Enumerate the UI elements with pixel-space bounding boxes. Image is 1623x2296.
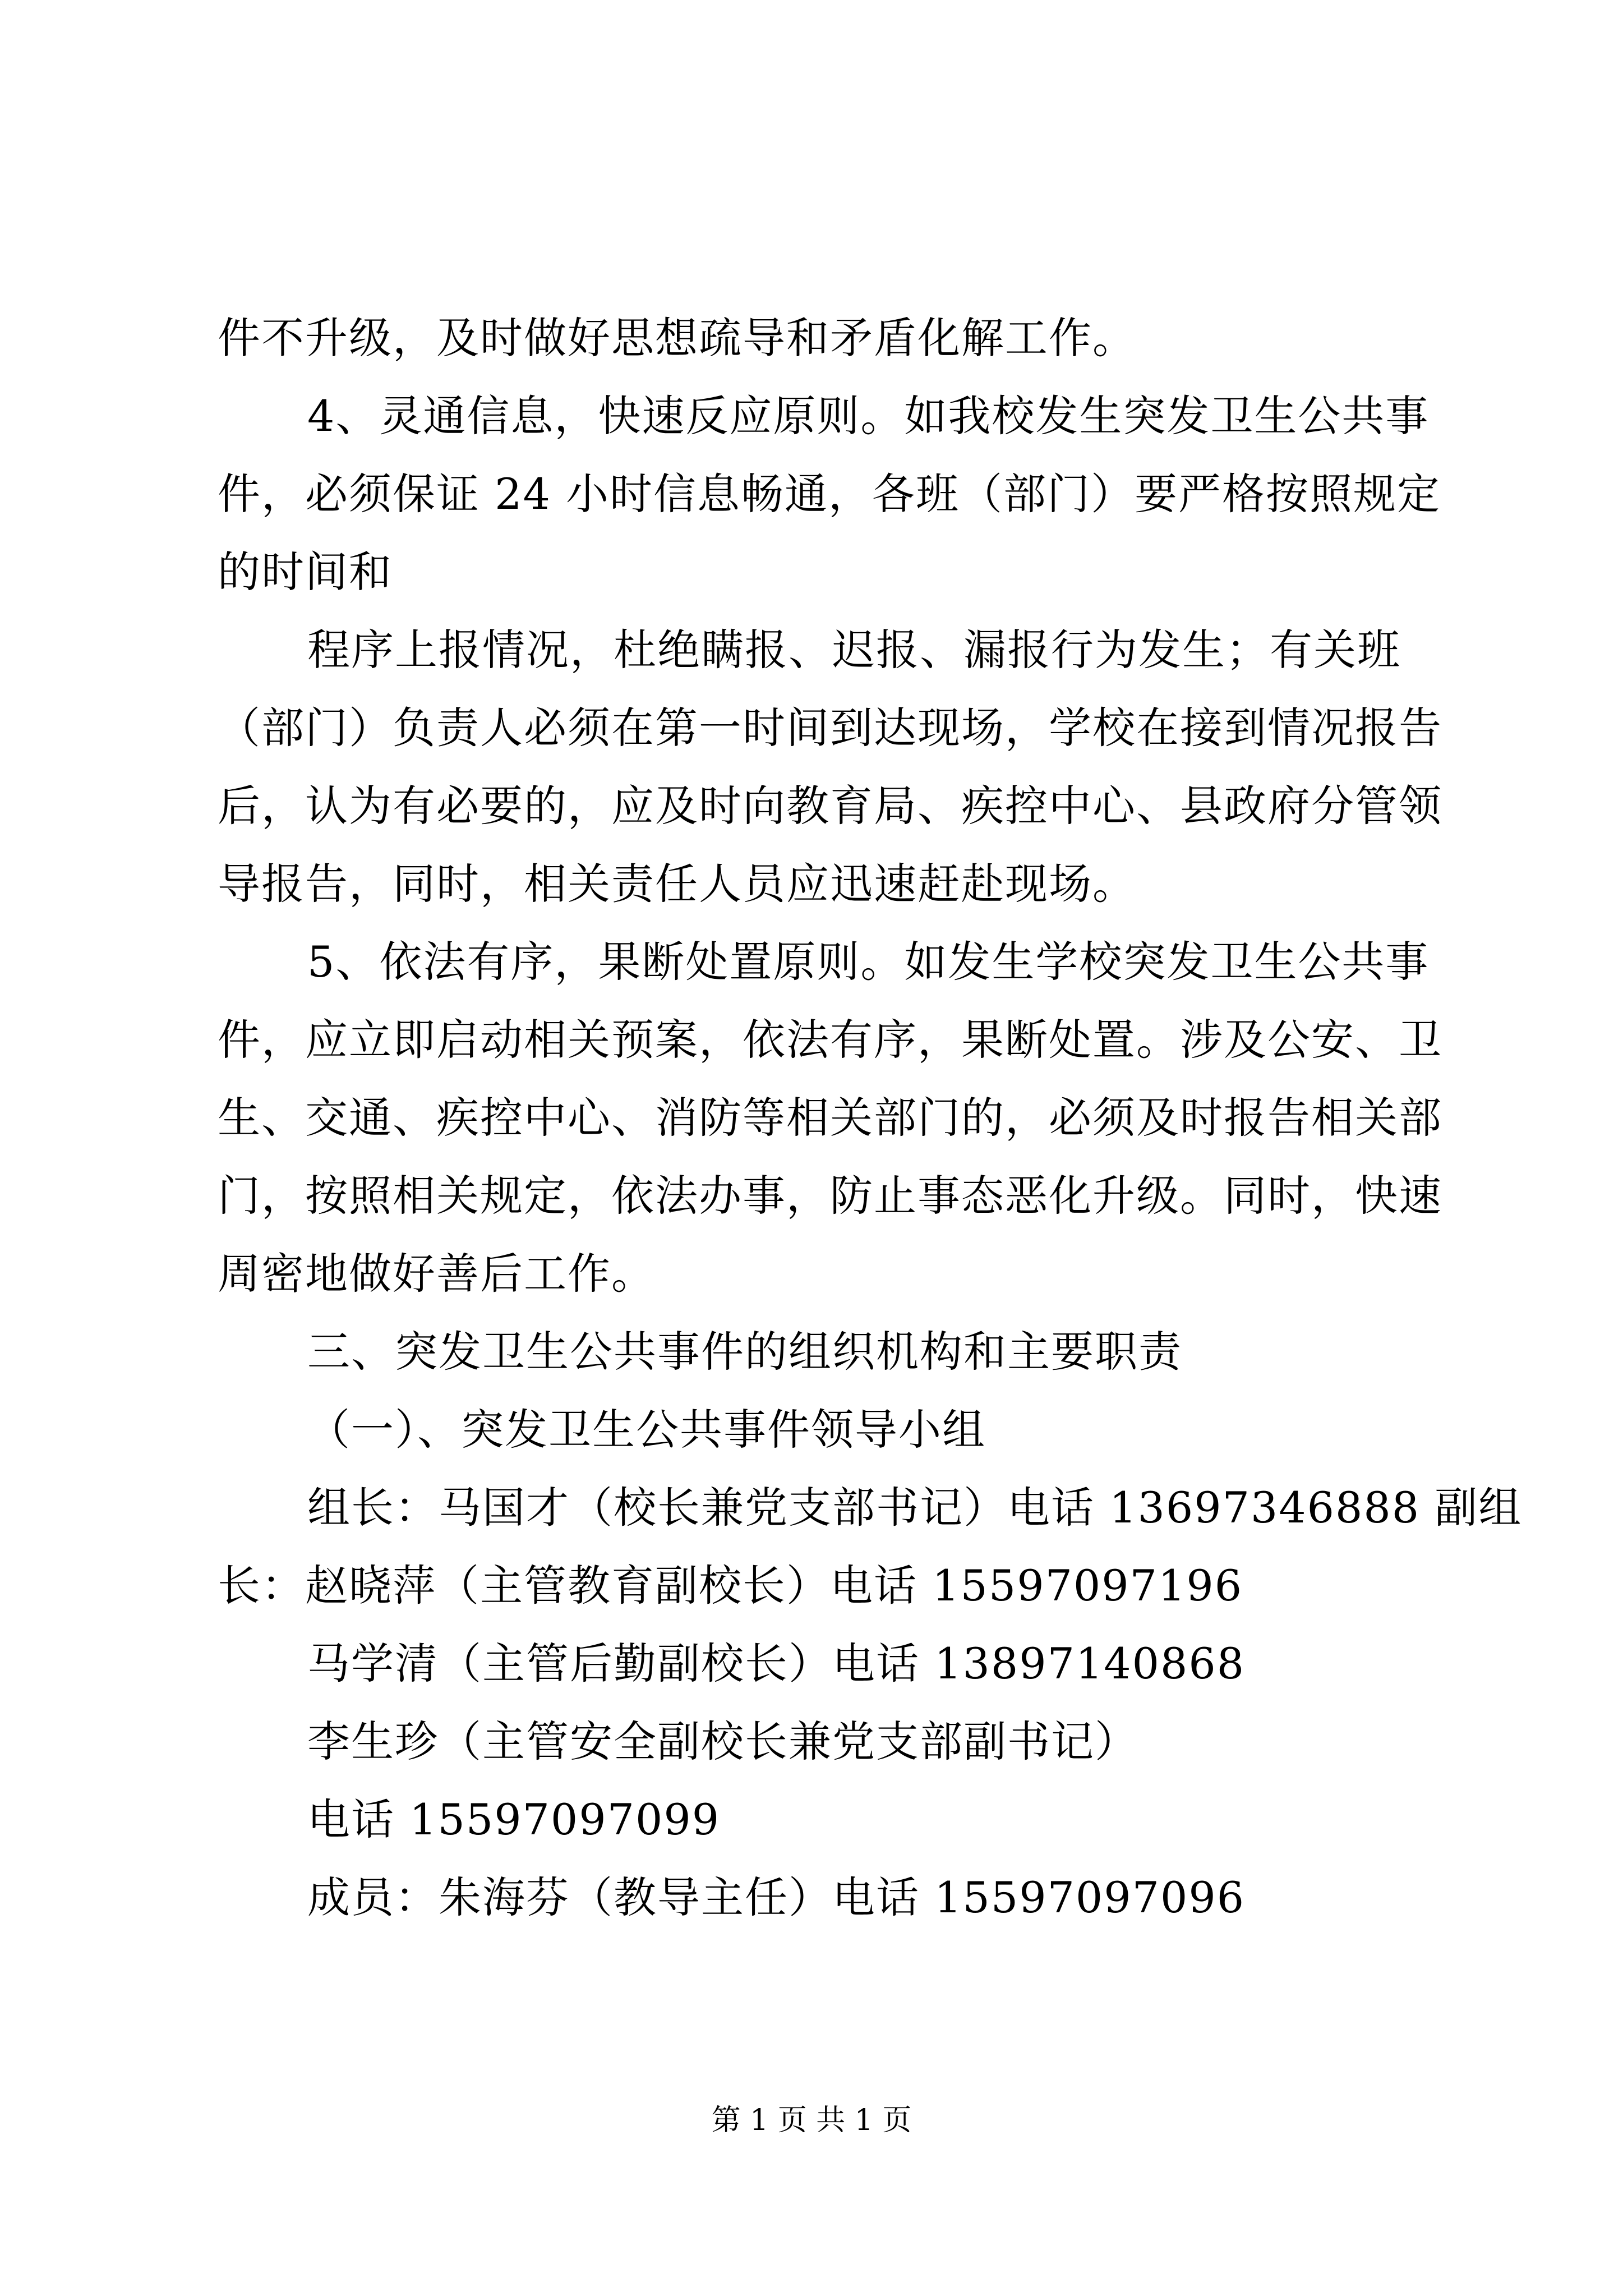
- subsection-heading: （一）、突发卫生公共事件领导小组: [307, 1405, 986, 1455]
- text-line: 5、依法有序，果断处置原则。如发生学校突发卫生公共事: [307, 937, 1430, 987]
- text-line: 门，按照相关规定，依法办事，防止事态恶化升级。同时，快速: [218, 1171, 1442, 1221]
- text-line: 组长：马国才（校长兼党支部书记）电话 13697346888 副组: [307, 1483, 1523, 1533]
- text-line: 电话 15597097099: [307, 1795, 721, 1844]
- text-line: 件，应立即启动相关预案，依法有序，果断处置。涉及公安、卫: [218, 1015, 1442, 1065]
- text-line: 4、灵通信息，快速反应原则。如我校发生突发卫生公共事: [307, 391, 1430, 441]
- text-line: 后，认为有必要的，应及时向教育局、疾控中心、县政府分管领: [218, 781, 1442, 831]
- text-line: （部门）负责人必须在第一时间到达现场，学校在接到情况报告: [218, 703, 1442, 753]
- text-line: 件不升级，及时做好思想疏导和矛盾化解工作。: [218, 313, 1136, 363]
- text-line: 马学清（主管后勤副校长）电话 13897140868: [307, 1639, 1246, 1688]
- text-line: 的时间和: [218, 547, 393, 597]
- text-line: 生、交通、疾控中心、消防等相关部门的，必须及时报告相关部: [218, 1093, 1442, 1143]
- text-line: 李生珍（主管安全副校长兼党支部副书记）: [307, 1717, 1138, 1766]
- page-footer: 第 1 页 共 1 页: [711, 2104, 912, 2137]
- text-line: 导报告，同时，相关责任人员应迅速赶赴现场。: [218, 859, 1136, 909]
- text-line: 周密地做好善后工作。: [218, 1249, 655, 1299]
- text-line: 成员：朱海芬（教导主任）电话 15597097096: [307, 1872, 1246, 1922]
- text-line: 长：赵晓萍（主管教育副校长）电话 15597097196: [218, 1561, 1243, 1611]
- section-heading: 三、突发卫生公共事件的组织机构和主要职责: [307, 1327, 1182, 1377]
- text-line: 件，必须保证 24 小时信息畅通，各班（部门）要严格按照规定: [218, 469, 1441, 519]
- text-line: 程序上报情况，杜绝瞒报、迟报、漏报行为发生；有关班: [307, 625, 1401, 675]
